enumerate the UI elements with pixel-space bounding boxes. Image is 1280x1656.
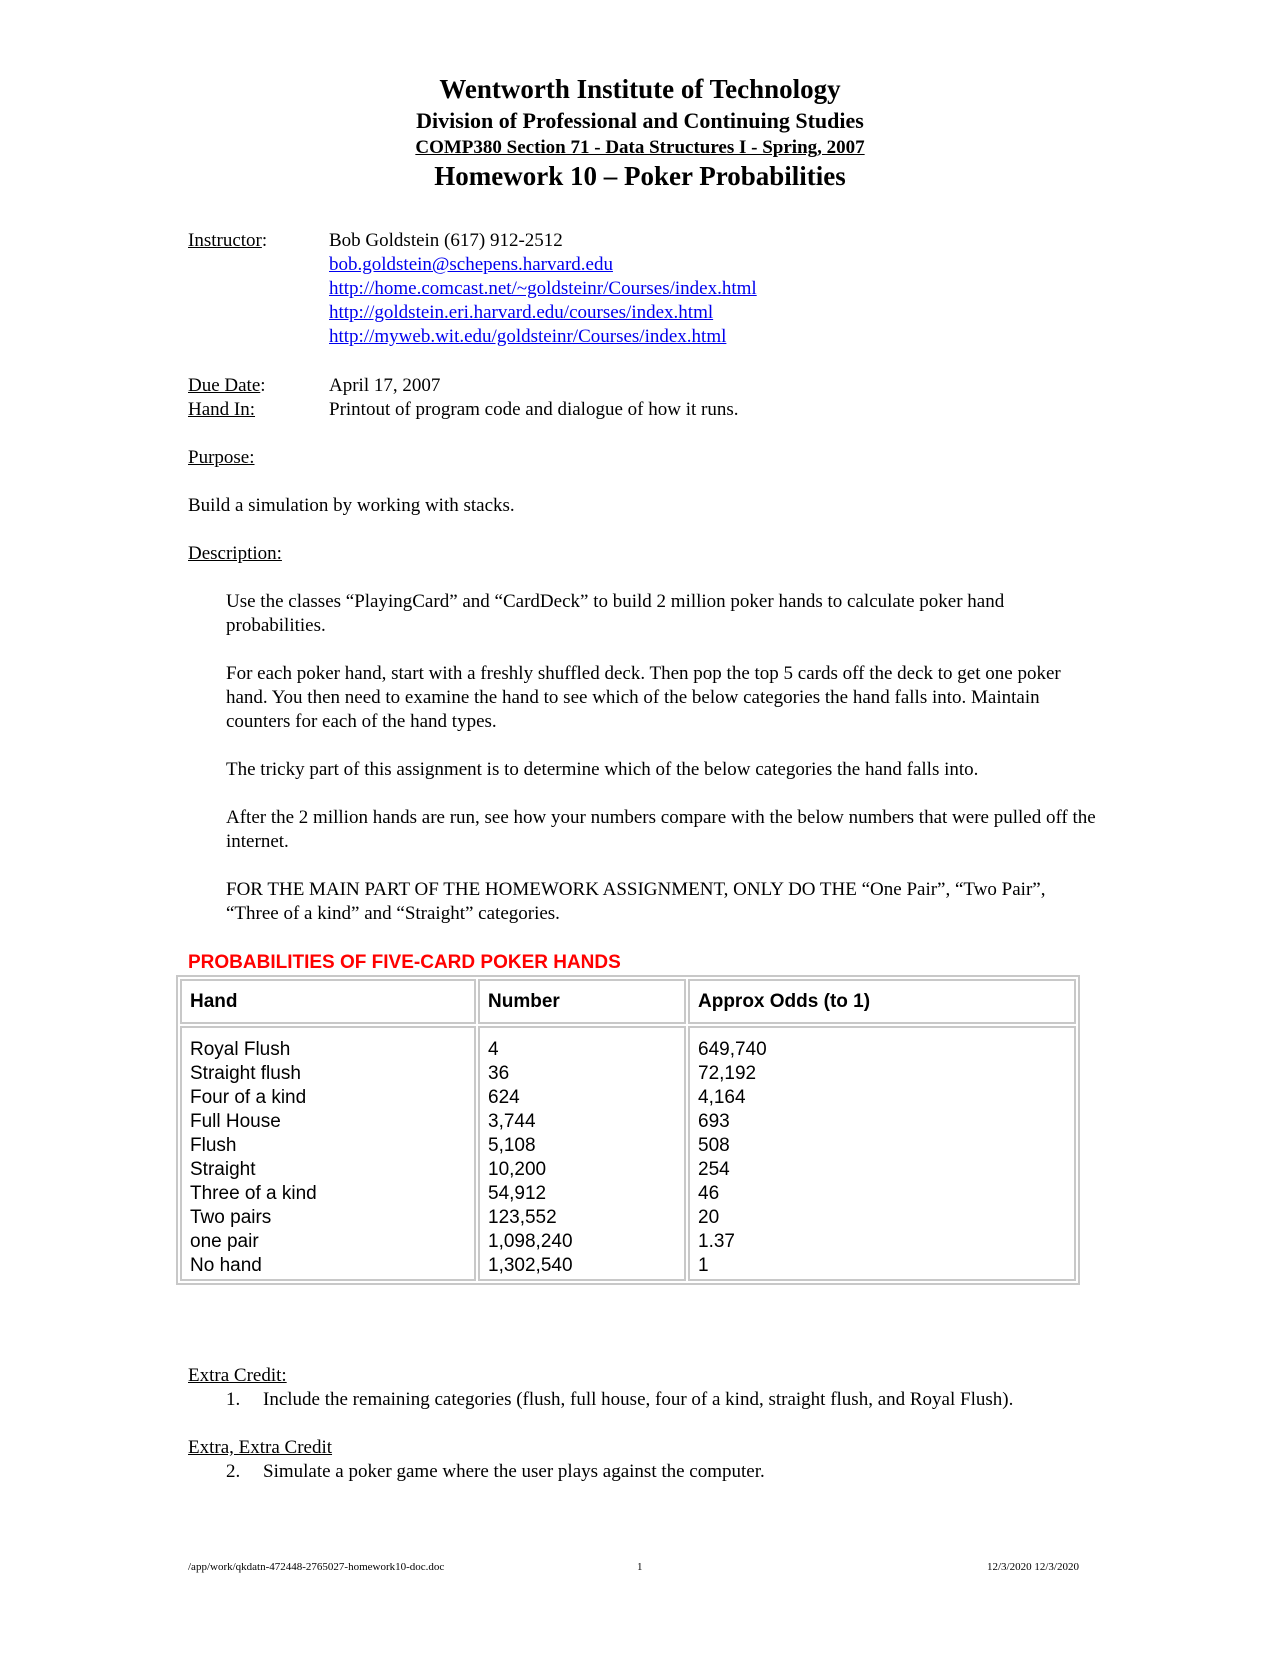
- due-date-value: April 17, 2007: [329, 375, 441, 396]
- number-column: [478, 1026, 686, 1281]
- due-date-colon: :: [260, 375, 266, 396]
- institution-title: Wentworth Institute of Technology: [439, 74, 841, 104]
- instructor-label: Instructor: [188, 230, 262, 251]
- number-cell: 624: [488, 1087, 520, 1108]
- extra-extra-credit-number: 2.: [226, 1461, 241, 1482]
- hand-in-label: Hand In:: [188, 399, 256, 420]
- odds-cell: 1.37: [698, 1231, 735, 1252]
- hand-cell: No hand: [190, 1255, 262, 1276]
- hand-cell: Full House: [190, 1111, 281, 1132]
- extra-credit-text: Include the remaining categories (flush, full house, four of a kind, straight flush, and Royal Flush).: [263, 1389, 1014, 1410]
- hand-cell: Three of a kind: [190, 1183, 317, 1204]
- instructor-name: Bob Goldstein (617) 912-2512: [329, 230, 563, 251]
- poker-probabilities-table: [176, 975, 1080, 1285]
- footer-file-path: /app/work/qkdatn-472448-2765027-homework10-doc.doc: [188, 1561, 445, 1573]
- homework-title: Homework 10 – Poker Probabilities: [434, 161, 846, 191]
- odds-cell: 46: [698, 1183, 720, 1204]
- extra-credit-label: Extra Credit:: [188, 1365, 287, 1386]
- number-cell: 123,552: [488, 1207, 557, 1228]
- instructor-email-link[interactable]: bob.goldstein@schepens.harvard.edu: [329, 254, 613, 275]
- description-paragraph-3: The tricky part of this assignment is to determine which of the below categories the hand falls into.: [226, 759, 979, 780]
- odds-cell: 254: [698, 1159, 730, 1180]
- number-cell: 1,302,540: [488, 1255, 573, 1276]
- purpose-text: Build a simulation by working with stacks.: [188, 495, 515, 516]
- hand-cell: Royal Flush: [190, 1039, 291, 1060]
- hand-cell: Two pairs: [190, 1207, 272, 1228]
- number-cell: 10,200: [488, 1159, 547, 1180]
- number-cell: 36: [488, 1063, 510, 1084]
- header-hand: Hand: [180, 979, 476, 1024]
- odds-column: [688, 1026, 1076, 1281]
- number-cell: 1,098,240: [488, 1231, 573, 1252]
- instructor-colon: :: [261, 230, 268, 251]
- extra-extra-credit-label: Extra, Extra Credit: [188, 1437, 333, 1458]
- description-paragraph-5: FOR THE MAIN PART OF THE HOMEWORK ASSIGNMENT, ONLY DO THE “One Pair”, “Two Pair”, “Three of a kind” and “Straight” categories.: [226, 879, 1046, 924]
- division-title: Division of Professional and Continuing Studies: [416, 108, 864, 133]
- wit-courses-link[interactable]: http://myweb.wit.edu/goldsteinr/Courses/index.html: [329, 326, 727, 347]
- table-title: PROBABILITIES OF FIVE-CARD POKER HANDS: [188, 952, 621, 973]
- number-cell: 3,744: [488, 1111, 536, 1132]
- hand-cell: one pair: [190, 1231, 259, 1252]
- footer-dates: 12/3/2020 12/3/2020: [987, 1561, 1079, 1573]
- hand-cell: Straight: [190, 1159, 256, 1180]
- odds-cell: 72,192: [698, 1063, 757, 1084]
- description-label: Description:: [188, 543, 282, 564]
- description-paragraph-4: After the 2 million hands are run, see how your numbers compare with the below numbers that were pulled off the internet.: [226, 807, 1096, 852]
- header-number: Number: [478, 979, 686, 1024]
- odds-cell: 4,164: [698, 1087, 746, 1108]
- extra-extra-credit-text: Simulate a poker game where the user plays against the computer.: [263, 1461, 765, 1482]
- number-cell: 4: [488, 1039, 499, 1060]
- number-cell: 5,108: [488, 1135, 536, 1156]
- comcast-courses-link[interactable]: http://home.comcast.net/~goldsteinr/Courses/index.html: [329, 278, 757, 299]
- header-odds: Approx Odds (to 1): [688, 979, 1076, 1024]
- odds-cell: 649,740: [698, 1039, 767, 1060]
- odds-cell: 508: [698, 1135, 730, 1156]
- hand-column: [180, 1026, 476, 1281]
- footer-page-number: 1: [637, 1561, 643, 1573]
- hand-cell: Four of a kind: [190, 1087, 307, 1108]
- due-date-label-row: [188, 374, 266, 398]
- course-title: COMP380 Section 71 - Data Structures I - Spring, 2007: [415, 137, 865, 158]
- due-date-label: Due Date: [188, 375, 261, 396]
- description-paragraph-2: For each poker hand, start with a freshly shuffled deck. Then pop the top 5 cards off the deck to get one poker hand. You then need to examine the hand to see which of the below categories the hand falls into. Maintain counters for each of the hand types.: [226, 663, 1061, 732]
- harvard-courses-link[interactable]: http://goldstein.eri.harvard.edu/courses/index.html: [329, 302, 714, 323]
- description-paragraph-1: Use the classes “PlayingCard” and “CardDeck” to build 2 million poker hands to calculate poker hand probabilities.: [226, 591, 1005, 636]
- odds-cell: 693: [698, 1111, 730, 1132]
- odds-cell: 20: [698, 1207, 720, 1228]
- number-cell: 54,912: [488, 1183, 547, 1204]
- hand-cell: Straight flush: [190, 1063, 301, 1084]
- hand-cell: Flush: [190, 1135, 237, 1156]
- hand-in-value: Printout of program code and dialogue of how it runs.: [329, 399, 739, 420]
- purpose-label: Purpose:: [188, 447, 255, 468]
- instructor-label-row: [188, 229, 267, 253]
- extra-credit-number: 1.: [226, 1389, 241, 1410]
- odds-cell: 1: [698, 1255, 709, 1276]
